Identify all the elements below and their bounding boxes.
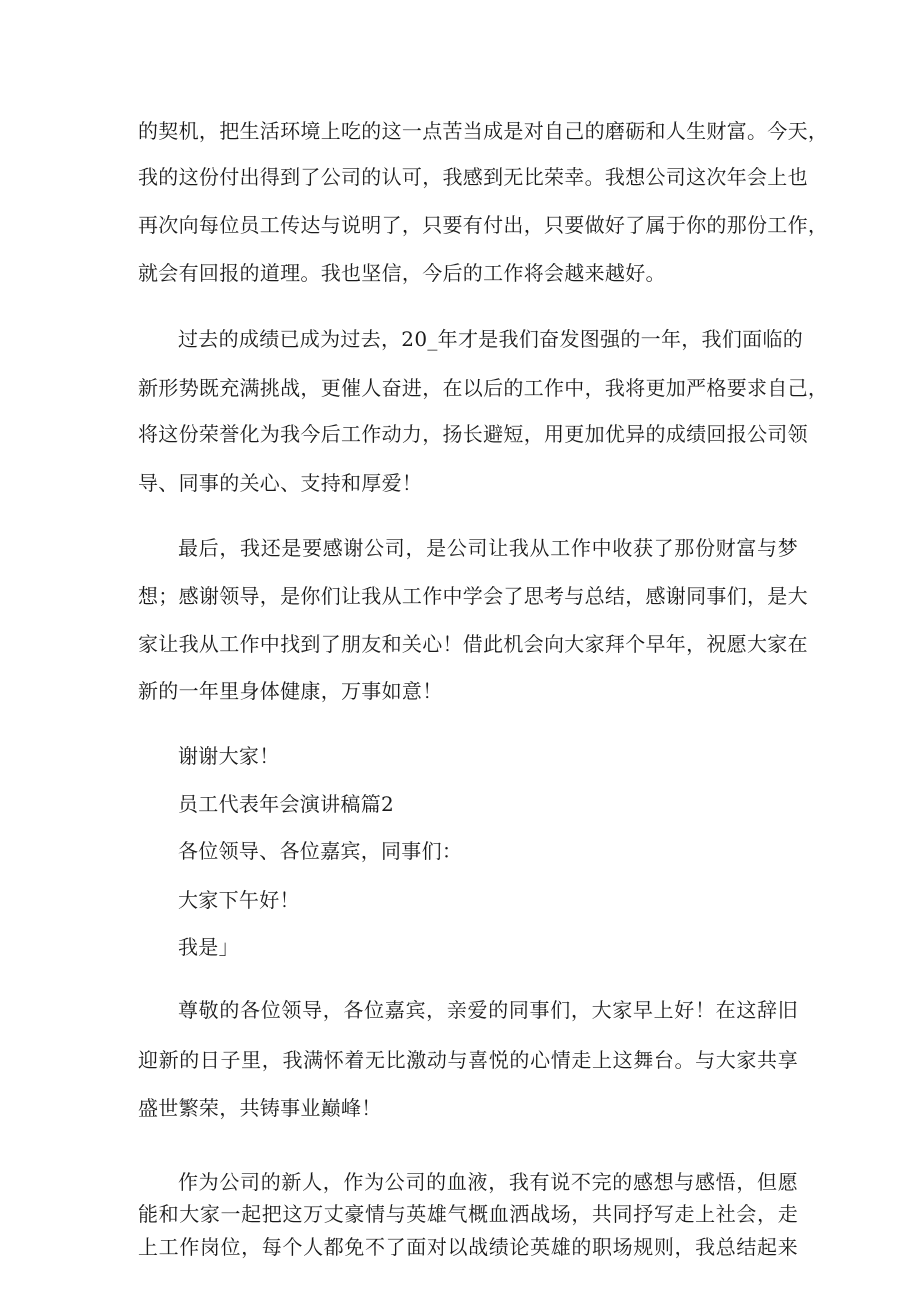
text-line: 就会有回报的道理。我也坚信，今后的工作将会越来越好。 (138, 261, 666, 285)
text-line: 过去的成绩已成为过去，20_年才是我们奋发图强的一年，我们面临的 (178, 327, 804, 351)
text-line: 我的这份付出得到了公司的认可，我感到无比荣幸。我想公司这次年会上也 (138, 165, 808, 189)
text-line: 将这份荣誉化为我今后工作动力，扬长避短，用更加优异的成绩回报公司领 (138, 422, 808, 446)
text-line: 导、同事的关心、支持和厚爱！ (138, 471, 423, 495)
text-line: 想；感谢领导，是你们让我从工作中学会了思考与总结，感谢同事们，是大 (138, 584, 808, 608)
text-line: 盛世繁荣，共铸事业巅峰！ (138, 1096, 382, 1120)
thanks-line: 谢谢大家！ (178, 744, 280, 768)
text-line: 能和大家一起把这万丈豪情与英雄气概血洒战场，共同抒写走上社会，走 (138, 1202, 798, 1226)
text-line: 迎新的日子里，我满怀着无比激动与喜悦的心情走上这舞台。与大家共享 (138, 1048, 798, 1072)
text-line: 尊敬的各位领导，各位嘉宾，亲爱的同事们，大家早上好！在这辞旧 (178, 998, 798, 1022)
text-line: 再次向每位员工传达与说明了，只要有付出，只要做好了属于你的那份工作， (138, 213, 829, 237)
text-line: 家让我从工作中找到了朋友和关心！借此机会向大家拜个早年，祝愿大家在 (138, 632, 808, 656)
section-heading: 员工代表年会演讲稿篇2 (178, 792, 395, 816)
text-line: 的契机，把生活环境上吃的这一点苦当成是对自己的磨砺和人生财富。今天， (138, 119, 829, 143)
text-line: 上工作岗位，每个人都免不了面对以战绩论英雄的职场规则，我总结起来 (138, 1235, 798, 1259)
text-line: 最后，我还是要感谢公司，是公司让我从工作中收获了那份财富与梦 (178, 536, 798, 560)
text-line: 新形势既充满挑战，更催人奋进，在以后的工作中，我将更加严格要求自己， (138, 376, 829, 400)
text-line: 新的一年里身体健康，万事如意！ (138, 679, 443, 703)
salutation-line: 各位领导、各位嘉宾，同事们： (178, 839, 463, 863)
intro-line: 我是」 (178, 935, 239, 959)
greeting-line: 大家下午好！ (178, 888, 300, 912)
text-line: 作为公司的新人，作为公司的血液，我有说不完的感想与感悟，但愿 (178, 1170, 798, 1194)
